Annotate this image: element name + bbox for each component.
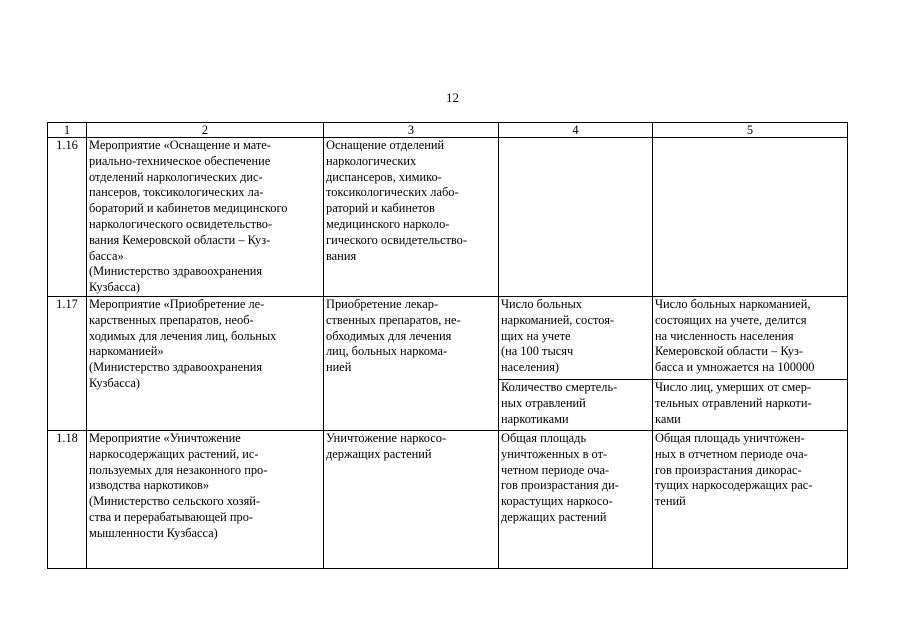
indicator-cell: Число больных наркоманией, состоя- щих на учете (на 100 тысяч населения) <box>499 297 653 380</box>
column-header: 5 <box>653 123 848 138</box>
measure-cell: Мероприятие «Уничтожение наркосодержащих растений, ис- пользуемых для незаконного про- изводства наркотиков» (Министерство сельского хозяй- ства и перерабатывающей про- мышленности Кузбасса) <box>87 431 324 569</box>
row-number: 1.17 <box>48 297 87 431</box>
row-number: 1.18 <box>48 431 87 569</box>
column-header: 4 <box>499 123 653 138</box>
method-cell: Число больных наркоманией, состоящих на учете, делится на численность населения Кемеровской области – Куз- басса и умножается на 100000 <box>653 297 848 380</box>
measure-cell: Мероприятие «Оснащение и мате- риально-техническое обеспечение отделений наркологических дис- пансеров, токсикологических ла- бораторий и кабинетов медицинского наркологического освидетельство- вания Кемеровской области – Куз- басса» (Министерство здравоохранения Кузбасса) <box>87 138 324 297</box>
table-header-row <box>48 123 848 138</box>
method-cell: Число лиц, умерших от смер- тельных отравлений наркоти- ками <box>653 380 848 431</box>
description-cell: Уничтожение наркосо- держащих растений <box>324 431 499 569</box>
method-cell <box>653 138 848 297</box>
method-cell: Общая площадь уничтожен- ных в отчетном периоде оча- гов произрастания дикорас- тущих наркосодержащих рас- тений <box>653 431 848 569</box>
table-row <box>48 138 848 297</box>
column-header: 1 <box>48 123 87 138</box>
page-number: 12 <box>446 90 459 105</box>
description-cell: Приобретение лекар- ственных препаратов, не- обходимых для лечения лиц, больных наркома- нией <box>324 297 499 431</box>
indicator-cell: Количество смертель- ных отравлений наркотиками <box>499 380 653 431</box>
table-row <box>48 431 848 569</box>
measure-cell: Мероприятие «Приобретение ле- карственных препаратов, необ- ходимых для лечения лиц, больных наркоманией» (Министерство здравоохранения Кузбасса) <box>87 297 324 431</box>
column-header: 3 <box>324 123 499 138</box>
column-header: 2 <box>87 123 324 138</box>
row-number: 1.16 <box>48 138 87 297</box>
indicators-table <box>47 122 848 569</box>
indicator-cell <box>499 138 653 297</box>
table-row <box>48 297 848 380</box>
indicator-cell: Общая площадь уничтоженных в от- четном периоде оча- гов произрастания ди- корастущих наркосо- держащих растений <box>499 431 653 569</box>
description-cell: Оснащение отделений наркологических диспансеров, химико- токсикологических лабо- раторий и кабинетов медицинского нарколо- гического освидетельство- вания <box>324 138 499 297</box>
